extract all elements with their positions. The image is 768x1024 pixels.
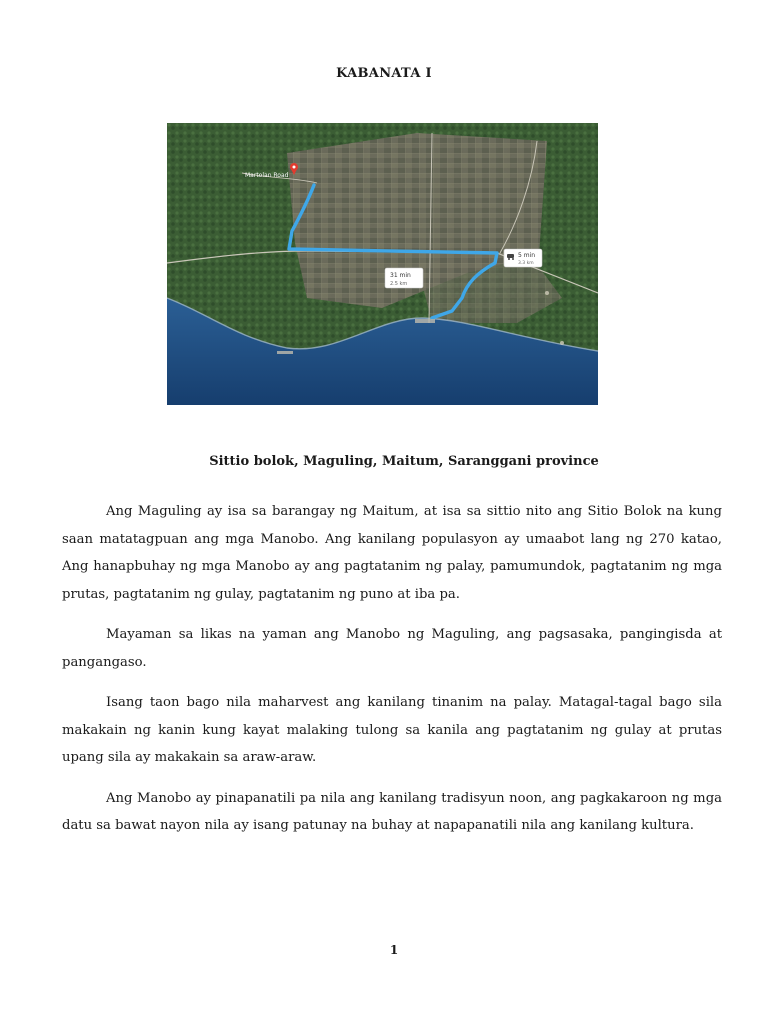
satellite-map (167, 123, 598, 405)
paragraph-3: Isang taon bago nila maharvest ang kanilang tinanim na palay. Matagal-tagal bago sila makakain ng kanin kung kayat malaking tulong sa kanila ang pagtatanim ng gulay at prutas upang sila ay makakain sa araw-araw. (62, 695, 722, 765)
svg-text:2.5 km: 2.5 km (390, 281, 408, 287)
svg-text:5 min: 5 min (518, 252, 536, 259)
paragraph-1: Ang Maguling ay isa sa barangay ng Maitum, at isa sa sittio nito ang Sitio Bolok na kung saan matatagpuan ang mga Manobo. Ang kanilang populasyon ay umaabot lang ng 270 katao, Ang hanapbuhay ng mga Manobo ay ang pagtatanim ng palay, pamumundok, pagtatanim ng mga prutas, pagtatanim ng gulay, pagtatanim ng puno at iba pa. (62, 504, 722, 602)
map-place-label: Martolan Road (245, 172, 289, 179)
figure-caption: Sittio bolok, Maguling, Maitum, Saranggani province (209, 454, 599, 469)
svg-text:3.3 km: 3.3 km (518, 261, 534, 266)
svg-text:31 min: 31 min (390, 272, 411, 279)
page-number: 1 (389, 943, 399, 957)
route-info-bubble-alt (504, 249, 542, 267)
paragraph-2: Mayaman sa likas na yaman ang Manobo ng Maguling, ang pagsasaka, pangingisda at pangangaso. (62, 627, 722, 670)
body-text (62, 498, 722, 853)
paragraph-4: Ang Manobo ay pinapanatili pa nila ang kanilang tradisyun noon, ang pagkakaroon ng mga datu sa bawat nayon nila ay isang patunay na buhay at napapanatili nila ang kanilang kultura. (62, 790, 722, 833)
satellite-map-figure (167, 123, 598, 405)
chapter-heading: KABANATA I (336, 66, 432, 81)
route-info-bubble-main (385, 268, 423, 288)
